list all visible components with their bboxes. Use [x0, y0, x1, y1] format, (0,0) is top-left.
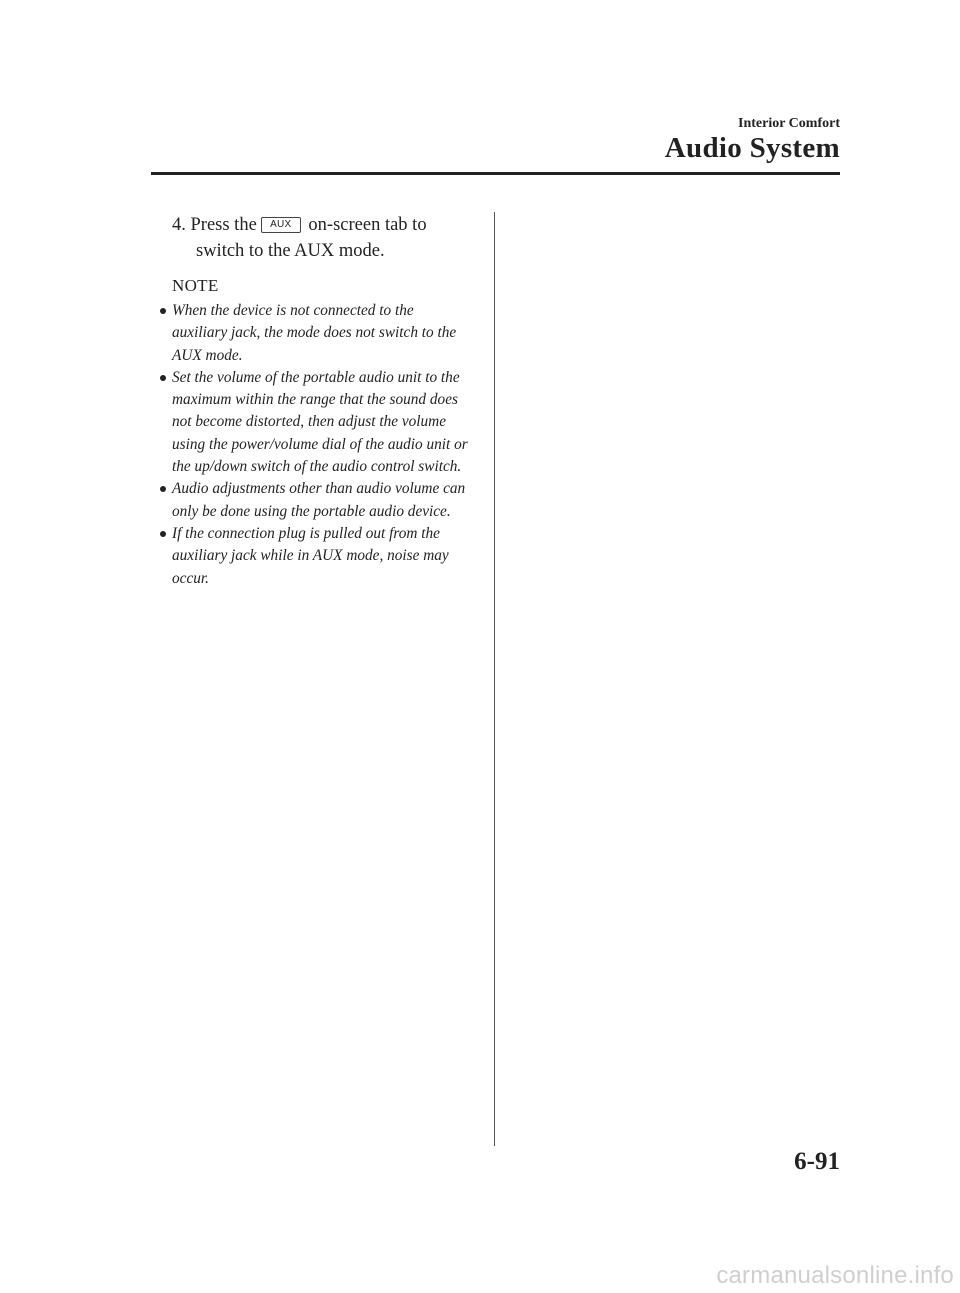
- note-item: [172, 478, 472, 523]
- step-text-after: on-screen tab to switch to the AUX mode.: [196, 215, 427, 261]
- page-title: Audio System: [664, 132, 840, 164]
- bullet-icon: [160, 308, 166, 314]
- note-heading: NOTE: [172, 276, 219, 295]
- bullet-icon: [160, 486, 166, 492]
- bullet-icon: [160, 531, 166, 537]
- bullet-icon: [160, 375, 166, 381]
- note-text: When the device is not connected to the auxiliary jack, the mode does not switch to the AUX mode.: [172, 302, 457, 364]
- left-column: [172, 212, 472, 590]
- note-text: If the connection plug is pulled out from the auxiliary jack while in AUX mode, noise may occur.: [172, 524, 449, 587]
- header-rule: [151, 172, 840, 175]
- note-text: Set the volume of the portable audio unit to the maximum within the range that the sound does not become distorted, then adjust the volume using the power/volume dial of the audio unit or the up/down switch of the audio control switch.: [172, 368, 468, 476]
- section-label: Interior Comfort: [738, 116, 840, 131]
- note-item: [172, 367, 472, 478]
- page-number: 6-91: [794, 1148, 840, 1175]
- step-text-before: Press the: [190, 215, 257, 235]
- watermark: carmanualsonline.info: [716, 1262, 954, 1289]
- step-4: [172, 212, 472, 264]
- note-item: [172, 300, 472, 367]
- step-number: 4.: [172, 215, 186, 235]
- note-list: [172, 300, 472, 590]
- note-item: [172, 523, 472, 590]
- aux-tab-icon: AUX: [261, 217, 301, 233]
- note-text: Audio adjustments other than audio volume can only be done using the portable audio device.: [172, 480, 466, 520]
- column-divider: [494, 212, 495, 1146]
